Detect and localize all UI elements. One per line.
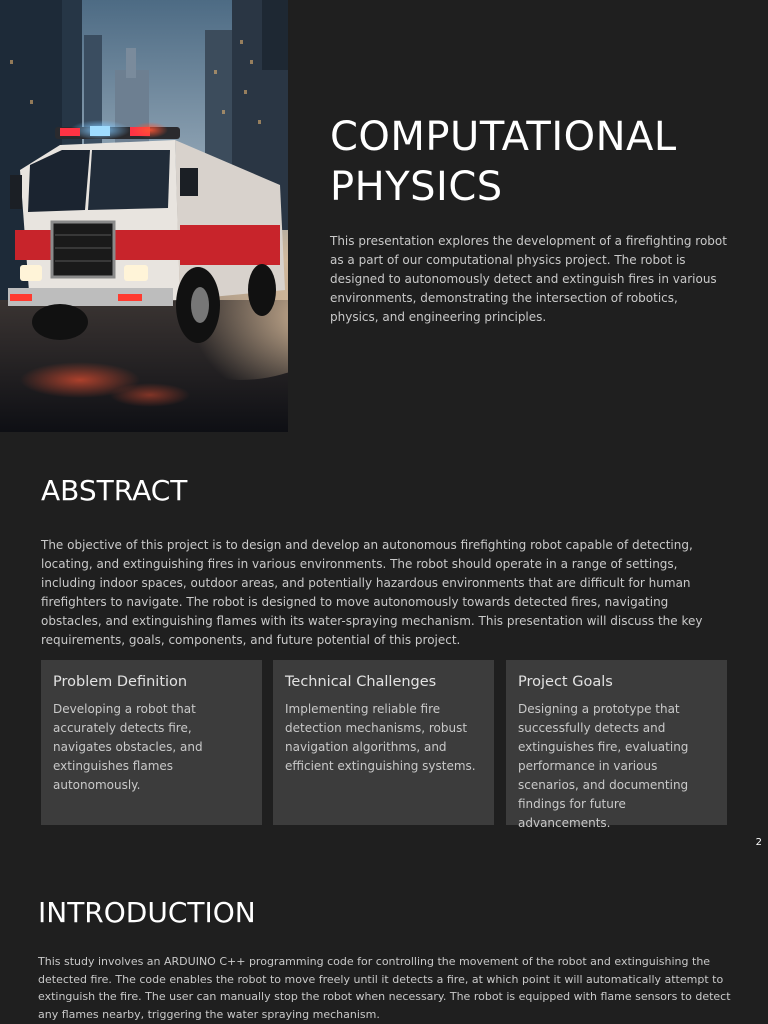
abstract-body: The objective of this project is to design and develop an autonomous firefighting robot capable of detecting, locating, and extinguishing fires in various environments. The robot should operate in a range of settings, including indoor spaces, outdoor areas, and potentially hazardous environments that are difficult for human firefighters to navigate. The robot is designed to move autonomously towards detected fires, navigating obstacles, and extinguishing flames with its water-spraying mechanism. This presentation will discuss the key requirements, goals, components, and future potential of this project.: [41, 538, 703, 647]
introduction-heading: INTRODUCTION: [38, 896, 256, 929]
card-project-goals: [506, 660, 727, 830]
card-title: Project Goals: [518, 674, 613, 690]
card-title: Technical Challenges: [285, 674, 437, 690]
hero-description: This presentation explores the development of a firefighting robot as a part of our computational physics project. The robot is designed to autonomously detect and extinguish fires in various environments, demonstrating the intersection of robotics, physics, and engineering principles.: [330, 234, 727, 324]
abstract-heading: ABSTRACT: [41, 474, 188, 507]
page-title: COMPUTATIONAL PHYSICS: [330, 114, 677, 210]
card-text: Implementing reliable fire detection mechanisms, robust navigation algorithms, and efficient extinguishing systems.: [285, 702, 476, 773]
card-problem-definition: [41, 660, 262, 825]
introduction-body: This study involves an ARDUINO C++ programming code for controlling the movement of the robot and extinguishing the detected fire. The code enables the robot to move freely until it detects a fire, at which point it will automatically attempt to extinguish the fire. The user can manually stop the robot when necessary. The robot is equipped with flame sensors to detect any flames nearby, triggering the water spraying mechanism.: [38, 955, 731, 1021]
page-number: 2: [755, 837, 762, 848]
abstract-cards: [41, 660, 727, 830]
card-text: Developing a robot that accurately detects fire, navigates obstacles, and extinguishes flames autonomously.: [53, 702, 203, 792]
card-text: Designing a prototype that successfully detects and extinguishes fire, evaluating performance in various scenarios, and documenting findings for future advancements.: [518, 702, 689, 830]
card-technical-challenges: [273, 660, 494, 825]
fire-truck-image: [0, 0, 288, 432]
card-title: Problem Definition: [53, 674, 188, 690]
